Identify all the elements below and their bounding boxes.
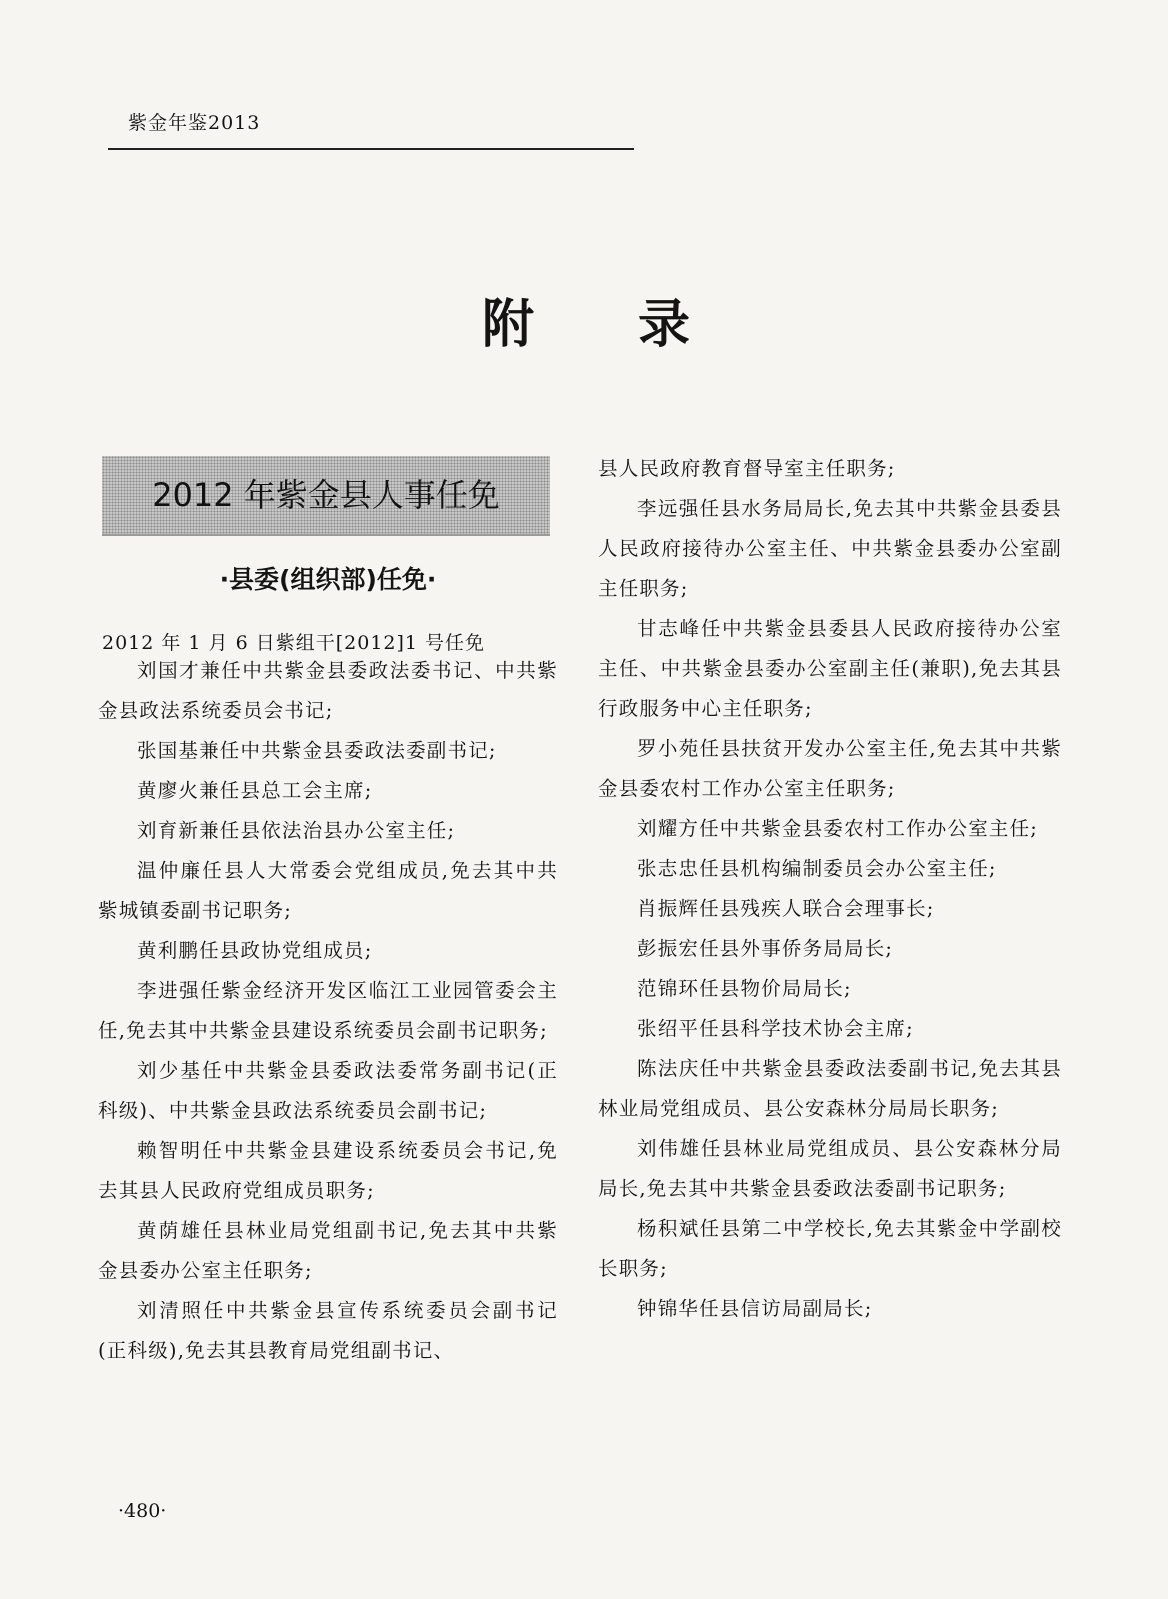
appointment-paragraph: 范锦环任县物价局局长;: [637, 977, 852, 1000]
appointment-paragraph: 刘伟雄任县林业局党组成员、县公安森林分局局长,免去其中共紫金县委政法委副书记职务;: [598, 1137, 1062, 1200]
continuation-paragraph: 县人民政府教育督导室主任职务;: [598, 457, 896, 480]
left-column: [98, 651, 558, 1371]
appointment-paragraph: 温仲廉任县人大常委会党组成员,免去其中共紫城镇委副书记职务;: [98, 859, 558, 922]
appointment-paragraph: 甘志峰任中共紫金县委县人民政府接待办公室主任、中共紫金县委办公室副主任(兼职),免去其县行政服务中心主任职务;: [598, 617, 1062, 720]
appointment-paragraph: 杨积斌任县第二中学校长,免去其紫金中学副校长职务;: [598, 1217, 1062, 1280]
appointment-paragraph: 黄廖火兼任县总工会主席;: [137, 779, 373, 802]
page-number: ·480·: [118, 1500, 167, 1522]
right-column: [598, 449, 1062, 1329]
running-head: 紫金年鉴2013: [128, 112, 261, 134]
appointment-paragraph: 刘耀方任中共紫金县委农村工作办公室主任;: [637, 817, 1039, 840]
appointment-paragraph: 肖振辉任县残疾人联合会理事长;: [637, 897, 935, 920]
appointment-paragraph: 李远强任县水务局局长,免去其中共紫金县委县人民政府接待办公室主任、中共紫金县委办公室副主任职务;: [598, 497, 1062, 600]
appointment-paragraph: 钟锦华任县信访局副局长;: [637, 1297, 873, 1320]
article-title: 2012 年紫金县人事任免: [152, 476, 500, 514]
section-subhead: ·县委(组织部)任免·: [219, 565, 437, 594]
appointment-paragraph: 李进强任紫金经济开发区临江工业园管委会主任,免去其中共紫金县建设系统委员会副书记职务;: [98, 979, 558, 1042]
appointment-paragraph: 黄利鹏任县政协党组成员;: [137, 939, 373, 962]
appointment-paragraph: 张国基兼任中共紫金县委政法委副书记;: [137, 739, 497, 762]
appointment-paragraph: 刘育新兼任县依法治县办公室主任;: [137, 819, 456, 842]
document-reference: 2012 年 1 月 6 日紫组干[2012]1 号任免: [102, 632, 486, 654]
header-rule: [108, 148, 634, 150]
article-banner: [102, 456, 550, 536]
appointment-paragraph: 陈法庆任中共紫金县委政法委副书记,免去其县林业局党组成员、县公安森林分局局长职务;: [598, 1057, 1062, 1120]
appointment-paragraph: 黄荫雄任县林业局党组副书记,免去其中共紫金县委办公室主任职务;: [98, 1219, 558, 1282]
section-title-char: 录: [638, 294, 691, 355]
section-title: [460, 282, 720, 362]
appointment-paragraph: 罗小苑任县扶贫开发办公室主任,免去其中共紫金县委农村工作办公室主任职务;: [598, 737, 1062, 800]
appointment-paragraph: 彭振宏任县外事侨务局局长;: [637, 937, 894, 960]
appointment-paragraph: 张志忠任县机构编制委员会办公室主任;: [637, 857, 997, 880]
appointment-paragraph: 赖智明任中共紫金县建设系统委员会书记,免去其县人民政府党组成员职务;: [98, 1139, 558, 1202]
appointment-paragraph: 刘清照任中共紫金县宣传系统委员会副书记(正科级),免去其县教育局党组副书记、: [98, 1299, 558, 1362]
appointment-paragraph: 张绍平任县科学技术协会主席;: [637, 1017, 914, 1040]
appointment-paragraph: 刘少基任中共紫金县委政法委常务副书记(正科级)、中共紫金县政法系统委员会副书记;: [98, 1059, 558, 1122]
section-title-char: 附: [482, 294, 535, 355]
appointment-paragraph: 刘国才兼任中共紫金县委政法委书记、中共紫金县政法系统委员会书记;: [98, 659, 558, 722]
